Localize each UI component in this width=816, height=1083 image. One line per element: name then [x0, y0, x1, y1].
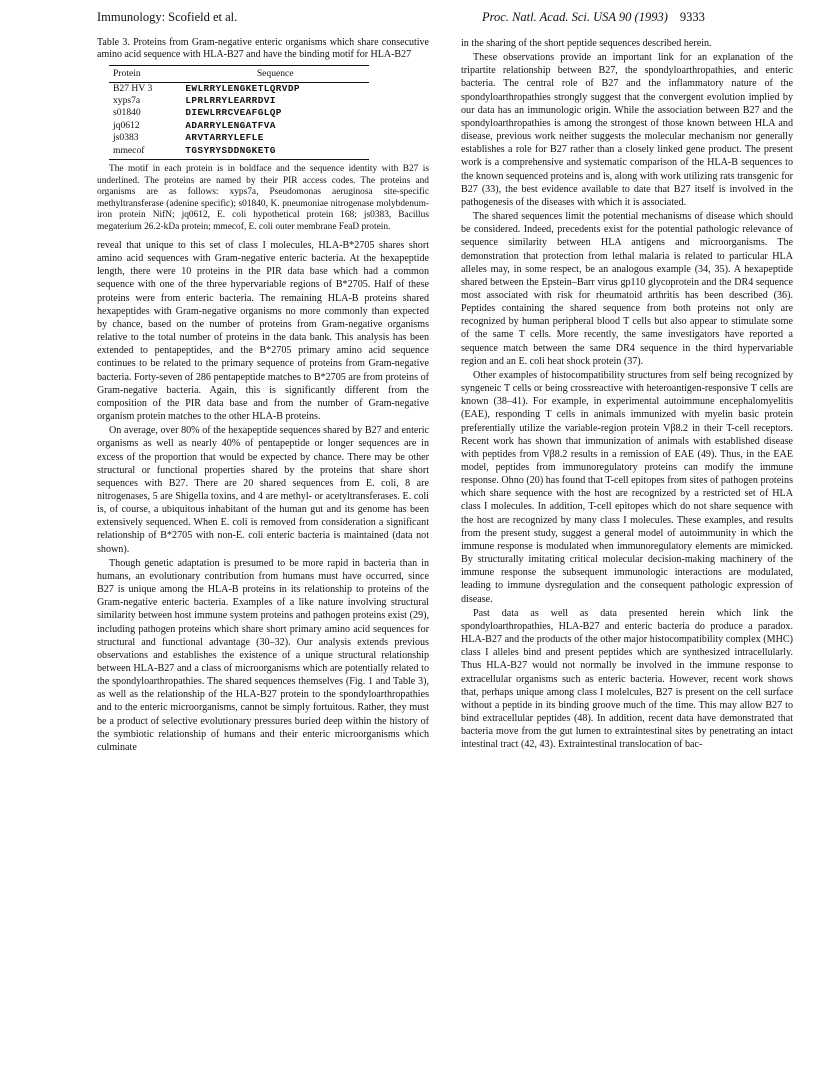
- protein-sequence: DIEWLRRCVEAFGLQP: [185, 107, 282, 119]
- table-footnote: The motif in each protein is in boldface and the sequence identity with B27 is underlined. The proteins are named by their PIR access codes. The proteins and organisms are as follows: xyps7a, Pseudomonas aeruginosa site-specific methyltransferase (adenine specific); s01840, K. pneumoniae nitrogenase molybdenum-iron protein NifN; jq0612, E. coli hypothetical protein 168; js0383, Bacillus megaterium 26.2-kDa protein; mmecof, E. coli outer membrane FeaD protein.: [97, 164, 429, 232]
- protein-sequence: EWLRRYLENGKETLQRVDP: [185, 82, 300, 94]
- protein-sequence: ARVTARRYLEFLE: [185, 132, 264, 144]
- protein-code: mmecof: [109, 145, 181, 160]
- table-3: [109, 65, 369, 160]
- protein-sequence: LPRLRRYLEARRDVI: [185, 94, 276, 106]
- table-header-sequence: Sequence: [181, 66, 369, 82]
- running-header-left: Immunology: Scofield et al.: [97, 10, 238, 24]
- body-paragraph: Past data as well as data presented herein which link the spondyloarthropathies, HLA-B27 and enteric bacteria do produce a paradox. HLA-B27 and the products of the other major histocompatibility complex (MHC) class I alleles bind and present peptides which are synthesized intracellularly. Thus HLA-B27 would not normally be involved in the immune response to extracellular organisms such as enteric bacteria. However, recent work shows that, perhaps unique among class I molelcules, B27 is present on the cell surface without a peptide in its binding groove much of the time. This may allow B27 to bind extracellular peptides (48). In addition, recent data have demonstrated that bacteria move from the gut lumen to extraintestinal sites by penetrating an intact intestinal tract (42, 43). Extraintestinal translocation of bac-: [461, 607, 793, 751]
- journal-citation: Proc. Natl. Acad. Sci. USA 90 (1993): [482, 10, 668, 24]
- table-row: [109, 145, 369, 160]
- body-paragraph: in the sharing of the short peptide sequences described herein.: [461, 38, 712, 49]
- protein-sequence: TGSYRYSDDNGKETG: [181, 145, 369, 160]
- table-caption: Table 3. Proteins from Gram-negative enteric organisms which share consecutive amino acid sequence with HLA-B27 and have the binding motif for HLA-B27: [97, 37, 429, 61]
- body-paragraph: These observations provide an important link for an explanation of the tripartite relationship between B27, the spondyloarthropathies, and enteric bacteria. The central role of B27 and the inflammatory nature of the spondyloarthropathies strongly suggest that the convergent evolution implied by our data has an immunologic origin. While the association between B27 and the spondyloarthropathies is among the strongest of those known between HLA and disease, previous work neither suggests the molecular mechanism nor generally establishes a role for B27 rather than a closely linked gene product. The present work is a comprehensive and systematic comparison of the HLA-B sequences to the known sequenced proteins and is, along with work utilizing rats transgenic for B27 (33), the best evidence available to date that B27 itself is involved in the pathogenesis of the diseases with which it is associated.: [461, 52, 793, 208]
- protein-code: s01840: [113, 107, 141, 119]
- body-paragraph: On average, over 80% of the hexapeptide sequences shared by B27 and enteric organisms as well as nearly 40% of pentapeptide or longer sequences are in excess of the proportion that would be expected by chance. There may be other structural or functional properties shared by the proteins that share short sequences with B27. There are 20 shared sequences from E. coli, 8 are nitrogenases, 5 are Shigella toxins, and 4 are methyl- or acetyltransferases. E. coli is, of course, a ubiquitous inhabitant of the human gut and its genome has been extensively sequenced. When E. coli is removed from consideration a significant relationship of B*2705 with non-E. coli enteric bacteria is maintained (data not shown).: [97, 425, 429, 555]
- body-paragraph: The shared sequences limit the potential mechanisms of disease which should be considered. Indeed, precedents exist for the potential pathologic relevance of sequence similarity between HLA antigens and microorganisms. The demonstration that protection from lethal malaria is related to particular HLA alleles may, in some respect, be an analogous example (34, 35). A hexapeptide shared between the Epstein–Barr virus gp110 glycoprotein and the DR4 sequence most associated with risk for rheumatoid arthritis has been described (36). Peptides containing the shared sequence from both proteins not only are recognized by human peripheral blood T cells but also appear to stimulate some of the same T cells. More recently, the same investigators have reported a sequence match between the same DR4 sequence in the third hypervariable region and an E. coli heat shock protein (37).: [461, 211, 793, 367]
- protein-sequence: ADARRYLENGATFVA: [185, 119, 276, 131]
- left-column: [97, 37, 429, 755]
- protein-code: js0383: [113, 132, 139, 144]
- right-column: [461, 37, 793, 752]
- table-row: [109, 120, 369, 132]
- protein-code: B27 HV 3: [113, 82, 153, 94]
- body-paragraph: Other examples of histocompatibility structures from self being recognized by syngeneic T cells or being crossreactive with heteroantigen-responsive T cells are known (38–41). For example, in experimental autoimmune encephalomyelitis (EAE), responding T cells in animals immunized with myelin basic protein preferentially utilize the variable-region protein Vβ8.2 in their T-cell receptors. Recent work has shown that immunization of animals with established disease with peptides from Vβ8.2 results in a remission of EAE (49). Thus, in the EAE model, peptides from immunoregulatory proteins can modify the immune response. Ohno (20) has found that T-cell epitopes from sites of pathogen proteins which share sequence with the host are recognized by a restricted set of HLA class I molecules. In addition, T-cell epitopes which do not share sequence with the host are recognized by many class I molecules. These examples, and results from the present study, suggest a general model of autoimmunity in which the immune response is modulated when immunoregulatory elements are mimicked. By structurally imitating critical molecular decision-making machinery of the immune response the subsequent immunologic interactions are modulated, leading to immune dysregulation and the consequent pathologic expression of disease.: [461, 369, 793, 605]
- table-row: [109, 107, 369, 119]
- body-paragraph: reveal that unique to this set of class I molecules, HLA-B*2705 shares short amino acid sequences with Gram-negative enteric bacteria. At the hexapeptide length, there were 10 proteins in the PIR data base which had a common sequence with one of the three hypervariable regions of B*2705. Half of these proteins were from enteric bacteria. The remaining HLA-B proteins shared hexapeptides with Gram-negative organisms no more commonly than expected by chance, based on the number of proteins from Gram-negative organisms relative to the total number of proteins in the data bank. This analysis has been extended to pentapeptides, and the B*2705 primary amino acid sequence continues to be related to the primary sequence of proteins from Gram-negative bacteria. Forty-seven of 286 pentapeptide matches to B*2705 are from proteins of Gram-negative bacteria. Again, this is significantly different from the composition of the PIR data base and from the number of Gram-negative organism protein matches to the other HLA-B proteins.: [97, 240, 429, 423]
- running-header-right: [482, 10, 705, 25]
- table-row: [109, 95, 369, 107]
- body-paragraph: Though genetic adaptation is presumed to be more rapid in bacteria than in humans, an evolutionary contribution from humans must have occurred, since B27 is unique among the HLA-B proteins in its relationship to proteins of the Gram-negative enteric bacteria. Examples of a like nature involving structural similarity between host immune system proteins and pathogen proteins exist (29), including pathogen proteins which share short primary amino acid sequences for structural and functional advantage (30–32). Our analysis extends previous observations and establishes the existence of a unique structural relationship between HLA-B27 and a class of microorganisms which are potentially related to the spondyloarthropathies. The shared sequences themselves (Fig. 1 and Table 3), as well as the relationship of the HLA-B27 protein to the spondyloarthropathies and to the enteric microorganisms, cannot be simply fortuitous. Rather, they must be a product of selective evolutionary pressures buried deep within the history of the symbiotic relationship of humans and their enteric microorganisms which culminate: [97, 557, 429, 753]
- protein-code: jq0612: [113, 119, 140, 131]
- table-row: [109, 82, 369, 95]
- table-row: [109, 132, 369, 144]
- table-header-protein: Protein: [109, 66, 181, 82]
- page-number: 9333: [679, 10, 705, 24]
- protein-code: xyps7a: [113, 94, 141, 106]
